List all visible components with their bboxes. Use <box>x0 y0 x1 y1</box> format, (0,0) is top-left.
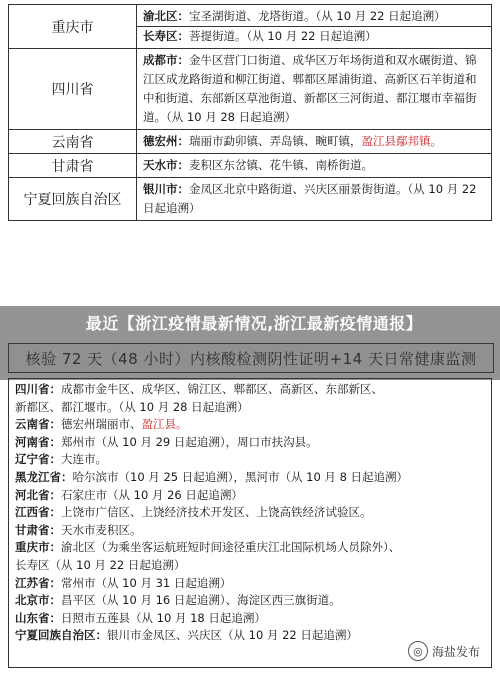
detail-cell <box>137 154 492 178</box>
city-label: 银川市： <box>143 182 189 196</box>
list-text: 天水市麦积区。 <box>61 522 142 537</box>
overlay-title: 最近【浙江疫情最新情况,浙江最新疫情通报】 <box>85 314 423 333</box>
region-row <box>9 154 492 178</box>
detail-text: 金凤区北京中路街道、兴庆区丽景街街道。（从 10 月 22 日起追溯） <box>143 182 477 215</box>
city-label: 德宏州： <box>143 134 189 148</box>
province-cell: 甘肃省 <box>9 154 137 178</box>
list-item <box>15 592 485 610</box>
city-label: 渝北区： <box>143 9 189 23</box>
list-text: 上饶市广信区、上饶经济技术开发区、上饶高铁经济试验区。 <box>61 505 372 520</box>
list-province: 云南省： <box>15 417 61 432</box>
region-table-container <box>8 4 492 221</box>
detail-text: 金牛区营门口街道、成华区万年场街道和双水碾街道、锦江区成龙路街道和柳江街道、郫都区犀浦街道、高新区石羊街道和中和街道、东部新区草池街道、新都区三河街道、都江堰市幸福街道。（从 10 月 28 日起追溯） <box>143 53 477 124</box>
list-text: 银川市金凤区、兴庆区（从 10 月 22 日起追溯） <box>107 628 358 643</box>
watermark-text: 海盐发布 <box>431 644 480 659</box>
city-label: 长寿区： <box>143 29 189 43</box>
list-text: 成都市金牛区、成华区、锦江区、郫都区、高新区、东部新区、 <box>61 382 383 396</box>
list-item <box>15 399 485 417</box>
list-province: 黑龙江省： <box>15 469 73 484</box>
detail-cell <box>137 5 492 49</box>
list-item <box>15 539 485 557</box>
list-item <box>15 469 485 487</box>
detail-text: 宝圣湖街道、龙塔街道。（从 10 月 22 日起追溯） <box>189 9 446 23</box>
detail-entry <box>137 26 491 46</box>
list-text: 德宏州瑞丽市、 <box>61 417 142 432</box>
province-cell: 四川省 <box>9 49 137 130</box>
list-province: 河南省： <box>15 434 61 449</box>
list-province: 四川省： <box>15 382 61 396</box>
list-text: 哈尔滨市（10 月 25 日起追溯），黑河市（从 10 月 8 日起追溯） <box>72 469 409 484</box>
city-label: 天水市： <box>143 158 189 172</box>
highlight-text: 盈江县鄢邦镇。 <box>361 134 442 148</box>
region-row <box>9 130 492 154</box>
list-text: 新都区、都江堰市。（从 10 月 28 日起追溯） <box>15 399 249 414</box>
detail-entry <box>143 156 485 175</box>
list-province: 山东省： <box>15 610 61 625</box>
list-item <box>15 381 485 399</box>
region-row <box>9 5 492 49</box>
list-item <box>15 522 485 540</box>
watermark <box>408 641 480 661</box>
list-province: 重庆市： <box>15 540 61 555</box>
province-cell: 云南省 <box>9 130 137 154</box>
region-table <box>8 4 492 221</box>
list-province: 北京市： <box>15 593 61 608</box>
region-table-body <box>9 5 492 221</box>
list-item <box>15 504 485 522</box>
list-province: 河北省： <box>15 487 61 502</box>
list-text: 郑州市（从 10 月 29 日起追溯），周口市扶沟县。 <box>61 434 318 449</box>
detail-entry <box>143 180 485 218</box>
list-item <box>15 557 485 575</box>
detail-entry <box>143 51 485 127</box>
detail-cell <box>137 130 492 154</box>
detail-cell <box>137 49 492 130</box>
list-item <box>15 451 485 469</box>
detail-entry <box>143 132 485 151</box>
list-item <box>15 416 485 434</box>
list-item <box>15 487 485 505</box>
province-cell: 重庆市 <box>9 5 137 49</box>
wechat-icon: ◎ <box>408 641 428 661</box>
province-cell: 宁夏回族自治区 <box>9 178 137 221</box>
detail-text: 瑞丽市勐卯镇、弄岛镇、畹町镇， <box>189 134 362 148</box>
list-text: 长寿区（从 10 月 22 日起追溯） <box>15 557 186 572</box>
region-row <box>9 178 492 221</box>
detail-text: 麦积区东岔镇、花牛镇、南桥街道。 <box>189 158 373 172</box>
list-text: 日照市五莲县（从 10 月 18 日起追溯） <box>61 610 266 625</box>
list-text: 大连市。 <box>61 452 107 467</box>
list-item <box>15 610 485 628</box>
list-text: 石家庄市（从 10 月 26 日起追溯） <box>61 487 243 502</box>
list-item <box>15 434 485 452</box>
list-text: 常州市（从 10 月 31 日起追溯） <box>61 575 232 590</box>
list-text: 渝北区（为乘坐客运航班短时间途径重庆江北国际机场人员除外）、 <box>61 540 401 555</box>
list-text: 昌平区（从 10 月 16 日起追溯）、海淀区西三旗街道。 <box>61 593 341 608</box>
list-province: 江苏省： <box>15 575 61 590</box>
region-list <box>8 378 492 668</box>
detail-text: 菩提街道。（从 10 月 22 日起追溯） <box>189 29 377 43</box>
city-label: 成都市： <box>143 53 189 67</box>
region-row <box>9 49 492 130</box>
detail-cell <box>137 178 492 221</box>
detail-entry <box>143 7 485 26</box>
list-province: 宁夏回族自治区： <box>15 628 107 643</box>
list-province: 辽宁省： <box>15 452 61 467</box>
list-highlight: 盈江县。 <box>141 417 188 432</box>
list-province: 江西省： <box>15 505 61 520</box>
list-item <box>15 575 485 593</box>
list-province: 甘肃省： <box>15 522 61 537</box>
